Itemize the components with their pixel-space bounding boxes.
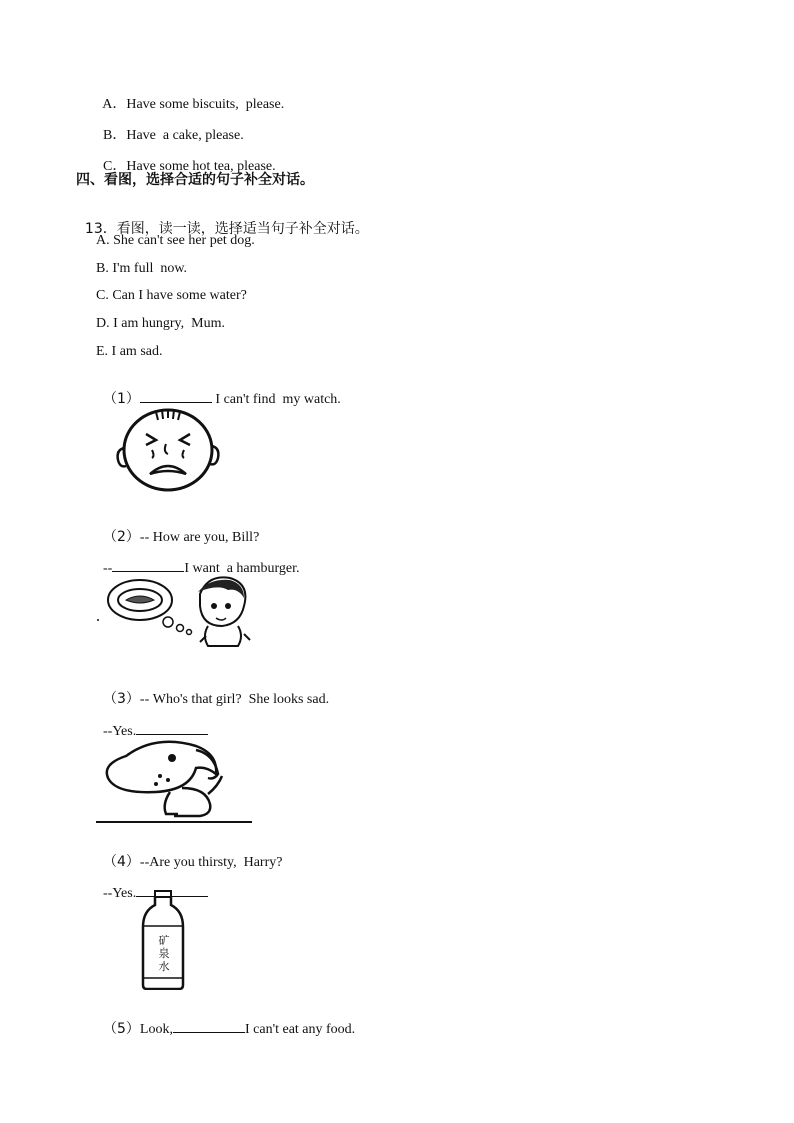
item-prefix: --Yes. <box>103 724 137 739</box>
answer-blank[interactable] <box>140 389 212 403</box>
option-text: Have a cake, please. <box>126 128 244 143</box>
item-5 <box>96 1001 355 1039</box>
option-letter: C． <box>103 159 127 174</box>
item-prefix: -- <box>103 561 113 576</box>
bottle-label: 矿泉水 <box>158 934 170 973</box>
option-text: Have some hot tea, please. <box>126 159 276 174</box>
item-text: Look, <box>139 1022 173 1037</box>
item-number: （2） <box>103 529 140 545</box>
item-text: -- How are you, Bill? <box>139 530 260 545</box>
item-prefix: --Yes. <box>103 886 137 901</box>
answer-blank[interactable] <box>173 1019 245 1033</box>
choice-e: E. I am sad. <box>96 344 163 359</box>
item-text: I want a hamburger. <box>184 561 300 576</box>
question-number: 13． <box>84 221 117 237</box>
item-text: I can't find my watch. <box>211 392 341 407</box>
hungry-boy-illustration <box>96 570 252 652</box>
item-number: （4） <box>103 854 140 870</box>
item-number: （5） <box>103 1021 140 1037</box>
sad-face-illustration <box>108 402 226 494</box>
choice-a: A. She can't see her pet dog. <box>96 233 255 248</box>
section-title: 四、看图，选择合适的句子补全对话。 <box>76 172 314 188</box>
water-bottle-illustration <box>138 890 190 990</box>
option-text: Have some biscuits, please. <box>126 97 285 112</box>
item-number: （3） <box>103 691 140 707</box>
option-letter: A． <box>102 97 127 112</box>
choice-d: D. I am hungry, Mum. <box>96 316 225 331</box>
choice-b: B. I'm full now. <box>96 261 188 276</box>
choice-c: C. Can I have some water? <box>96 288 247 303</box>
question-text: 看图，读一读，选择适当句子补全对话。 <box>116 221 369 237</box>
item-text: I can't eat any food. <box>244 1022 356 1037</box>
option-letter: B． <box>103 128 127 143</box>
item-text: --Are you thirsty, Harry? <box>139 855 283 870</box>
dog-illustration <box>96 732 254 824</box>
item-number: （1） <box>103 391 140 407</box>
item-text: -- Who's that girl? She looks sad. <box>139 692 330 707</box>
